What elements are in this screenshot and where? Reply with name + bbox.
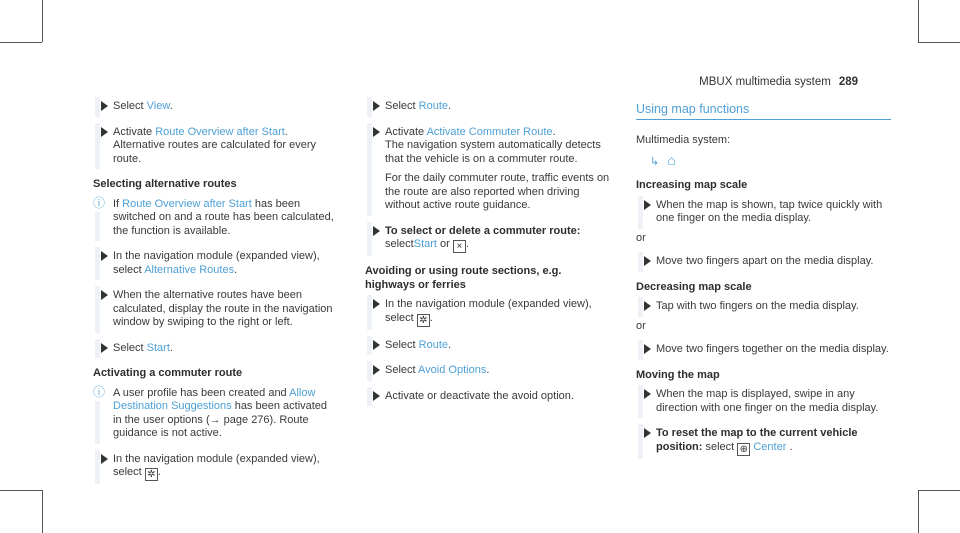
step: Select View. xyxy=(93,100,338,114)
arrow-icon xyxy=(101,290,108,300)
step: In the navigation module (expanded view), select ✲ . xyxy=(93,453,338,482)
step: Move two fingers together on the media display. xyxy=(636,343,891,357)
crop-mark xyxy=(918,490,960,491)
arrow-icon xyxy=(644,301,651,311)
header-title: MBUX multimedia system xyxy=(699,76,831,88)
step: Select Route. xyxy=(365,339,610,353)
arrow-icon xyxy=(373,299,380,309)
page-number: 289 xyxy=(838,76,858,88)
step: Activate Route Overview after Start. Alternative routes are calculated for every route. xyxy=(93,126,338,167)
subheading: Increasing map scale xyxy=(636,179,748,191)
column-1 xyxy=(93,100,338,493)
menu-link[interactable]: Allow Destination Suggestions xyxy=(113,386,316,412)
step: Select Route. xyxy=(365,100,610,114)
or-text: or xyxy=(636,319,646,332)
system-label: Multimedia system: xyxy=(636,134,731,146)
arrow-icon xyxy=(644,344,651,354)
step: Move two fingers apart on the media display. xyxy=(636,255,891,269)
crop-mark xyxy=(918,490,919,533)
info-note: ⓘ A user profile has been created and Allow Destination Suggestions has been activated in the user options (→ page 276). Route guidance is not active. xyxy=(93,387,338,441)
step: When the map is displayed, swipe in any direction with one finger on the media display. xyxy=(636,388,891,415)
arrow-icon xyxy=(101,454,108,464)
subheading: Avoiding or using route sections, e.g. highways or ferries xyxy=(365,265,562,291)
center-icon: ⊕ xyxy=(737,443,750,456)
or-text: or xyxy=(636,231,646,244)
step: Activate or deactivate the avoid option. xyxy=(365,390,610,404)
subheading: Activating a commuter route xyxy=(93,367,243,379)
settings-icon: ✲ xyxy=(145,468,158,481)
menu-link[interactable]: Start xyxy=(413,238,437,250)
info-icon: ⓘ xyxy=(93,384,106,399)
menu-link[interactable]: Route Overview after Start xyxy=(122,197,252,210)
menu-link[interactable]: Route xyxy=(418,100,448,112)
arrow-icon xyxy=(101,343,108,353)
arrow-icon xyxy=(373,226,380,236)
step: To reset the map to the current vehicle position: select ⊕ Center . xyxy=(636,427,891,456)
subheading: Selecting alternative routes xyxy=(93,178,237,190)
arrow-icon xyxy=(373,391,380,401)
crop-mark xyxy=(0,490,42,491)
info-icon: ⓘ xyxy=(93,195,106,210)
step: To select or delete a commuter route: selectStart or × . xyxy=(365,225,610,254)
arrow-icon xyxy=(101,127,108,137)
arrow-icon xyxy=(101,101,108,111)
menu-link[interactable]: Avoid Options xyxy=(418,364,487,376)
crop-mark xyxy=(42,490,43,533)
step: When the alternative routes have been calculated, display the route in the navigation window by swiping to the right or left. xyxy=(93,289,338,330)
crop-mark xyxy=(918,0,919,42)
settings-icon: ✲ xyxy=(417,314,430,327)
crop-mark xyxy=(42,0,43,42)
menu-link[interactable]: Start xyxy=(146,341,170,354)
arrow-icon xyxy=(373,340,380,350)
path-arrow-icon: ↳ xyxy=(650,155,660,168)
step: Tap with two fingers on the media display. xyxy=(636,300,891,314)
arrow-icon xyxy=(644,389,651,399)
menu-link[interactable]: Route Overview after Start xyxy=(155,125,285,138)
menu-link[interactable]: Alternative Routes xyxy=(144,263,235,276)
step: In the navigation module (expanded view), select Alternative Routes. xyxy=(93,250,338,277)
menu-path xyxy=(636,151,891,170)
section-title: Using map functions xyxy=(636,102,891,120)
step: In the navigation module (expanded view), select ✲ . xyxy=(365,298,610,327)
arrow-icon xyxy=(101,251,108,261)
subheading: Decreasing map scale xyxy=(636,280,752,293)
arrow-icon xyxy=(373,101,380,111)
home-icon: ⌂ xyxy=(667,151,676,168)
step: Activate Activate Commuter Route. The navigation system automatically detects that the vehicle is on a commuter route. For the daily commuter route, traffic events on the route are also reported when driving without active route guidance. xyxy=(365,126,610,213)
crop-mark xyxy=(0,42,42,43)
step: Select Start. xyxy=(93,342,338,356)
info-note: ⓘ If Route Overview after Start has been switched on and a route has been calculated, the function is available. xyxy=(93,198,338,239)
menu-link[interactable]: View xyxy=(146,100,170,112)
crop-mark xyxy=(918,42,960,43)
arrow-icon xyxy=(373,365,380,375)
delete-icon: × xyxy=(453,240,466,253)
arrow-icon xyxy=(373,127,380,137)
step: Select Avoid Options. xyxy=(365,364,610,378)
page-header xyxy=(699,76,858,88)
menu-link[interactable]: Center xyxy=(753,440,787,453)
arrow-icon xyxy=(644,428,651,438)
subheading: Moving the map xyxy=(636,368,720,381)
arrow-icon xyxy=(644,200,651,210)
column-3 xyxy=(636,100,891,468)
menu-link[interactable]: Route xyxy=(418,338,448,351)
menu-link[interactable]: Activate Commuter Route xyxy=(426,125,553,138)
column-2 xyxy=(365,100,610,415)
arrow-icon xyxy=(644,256,651,266)
step: When the map is shown, tap twice quickly with one finger on the media display. xyxy=(636,199,891,226)
